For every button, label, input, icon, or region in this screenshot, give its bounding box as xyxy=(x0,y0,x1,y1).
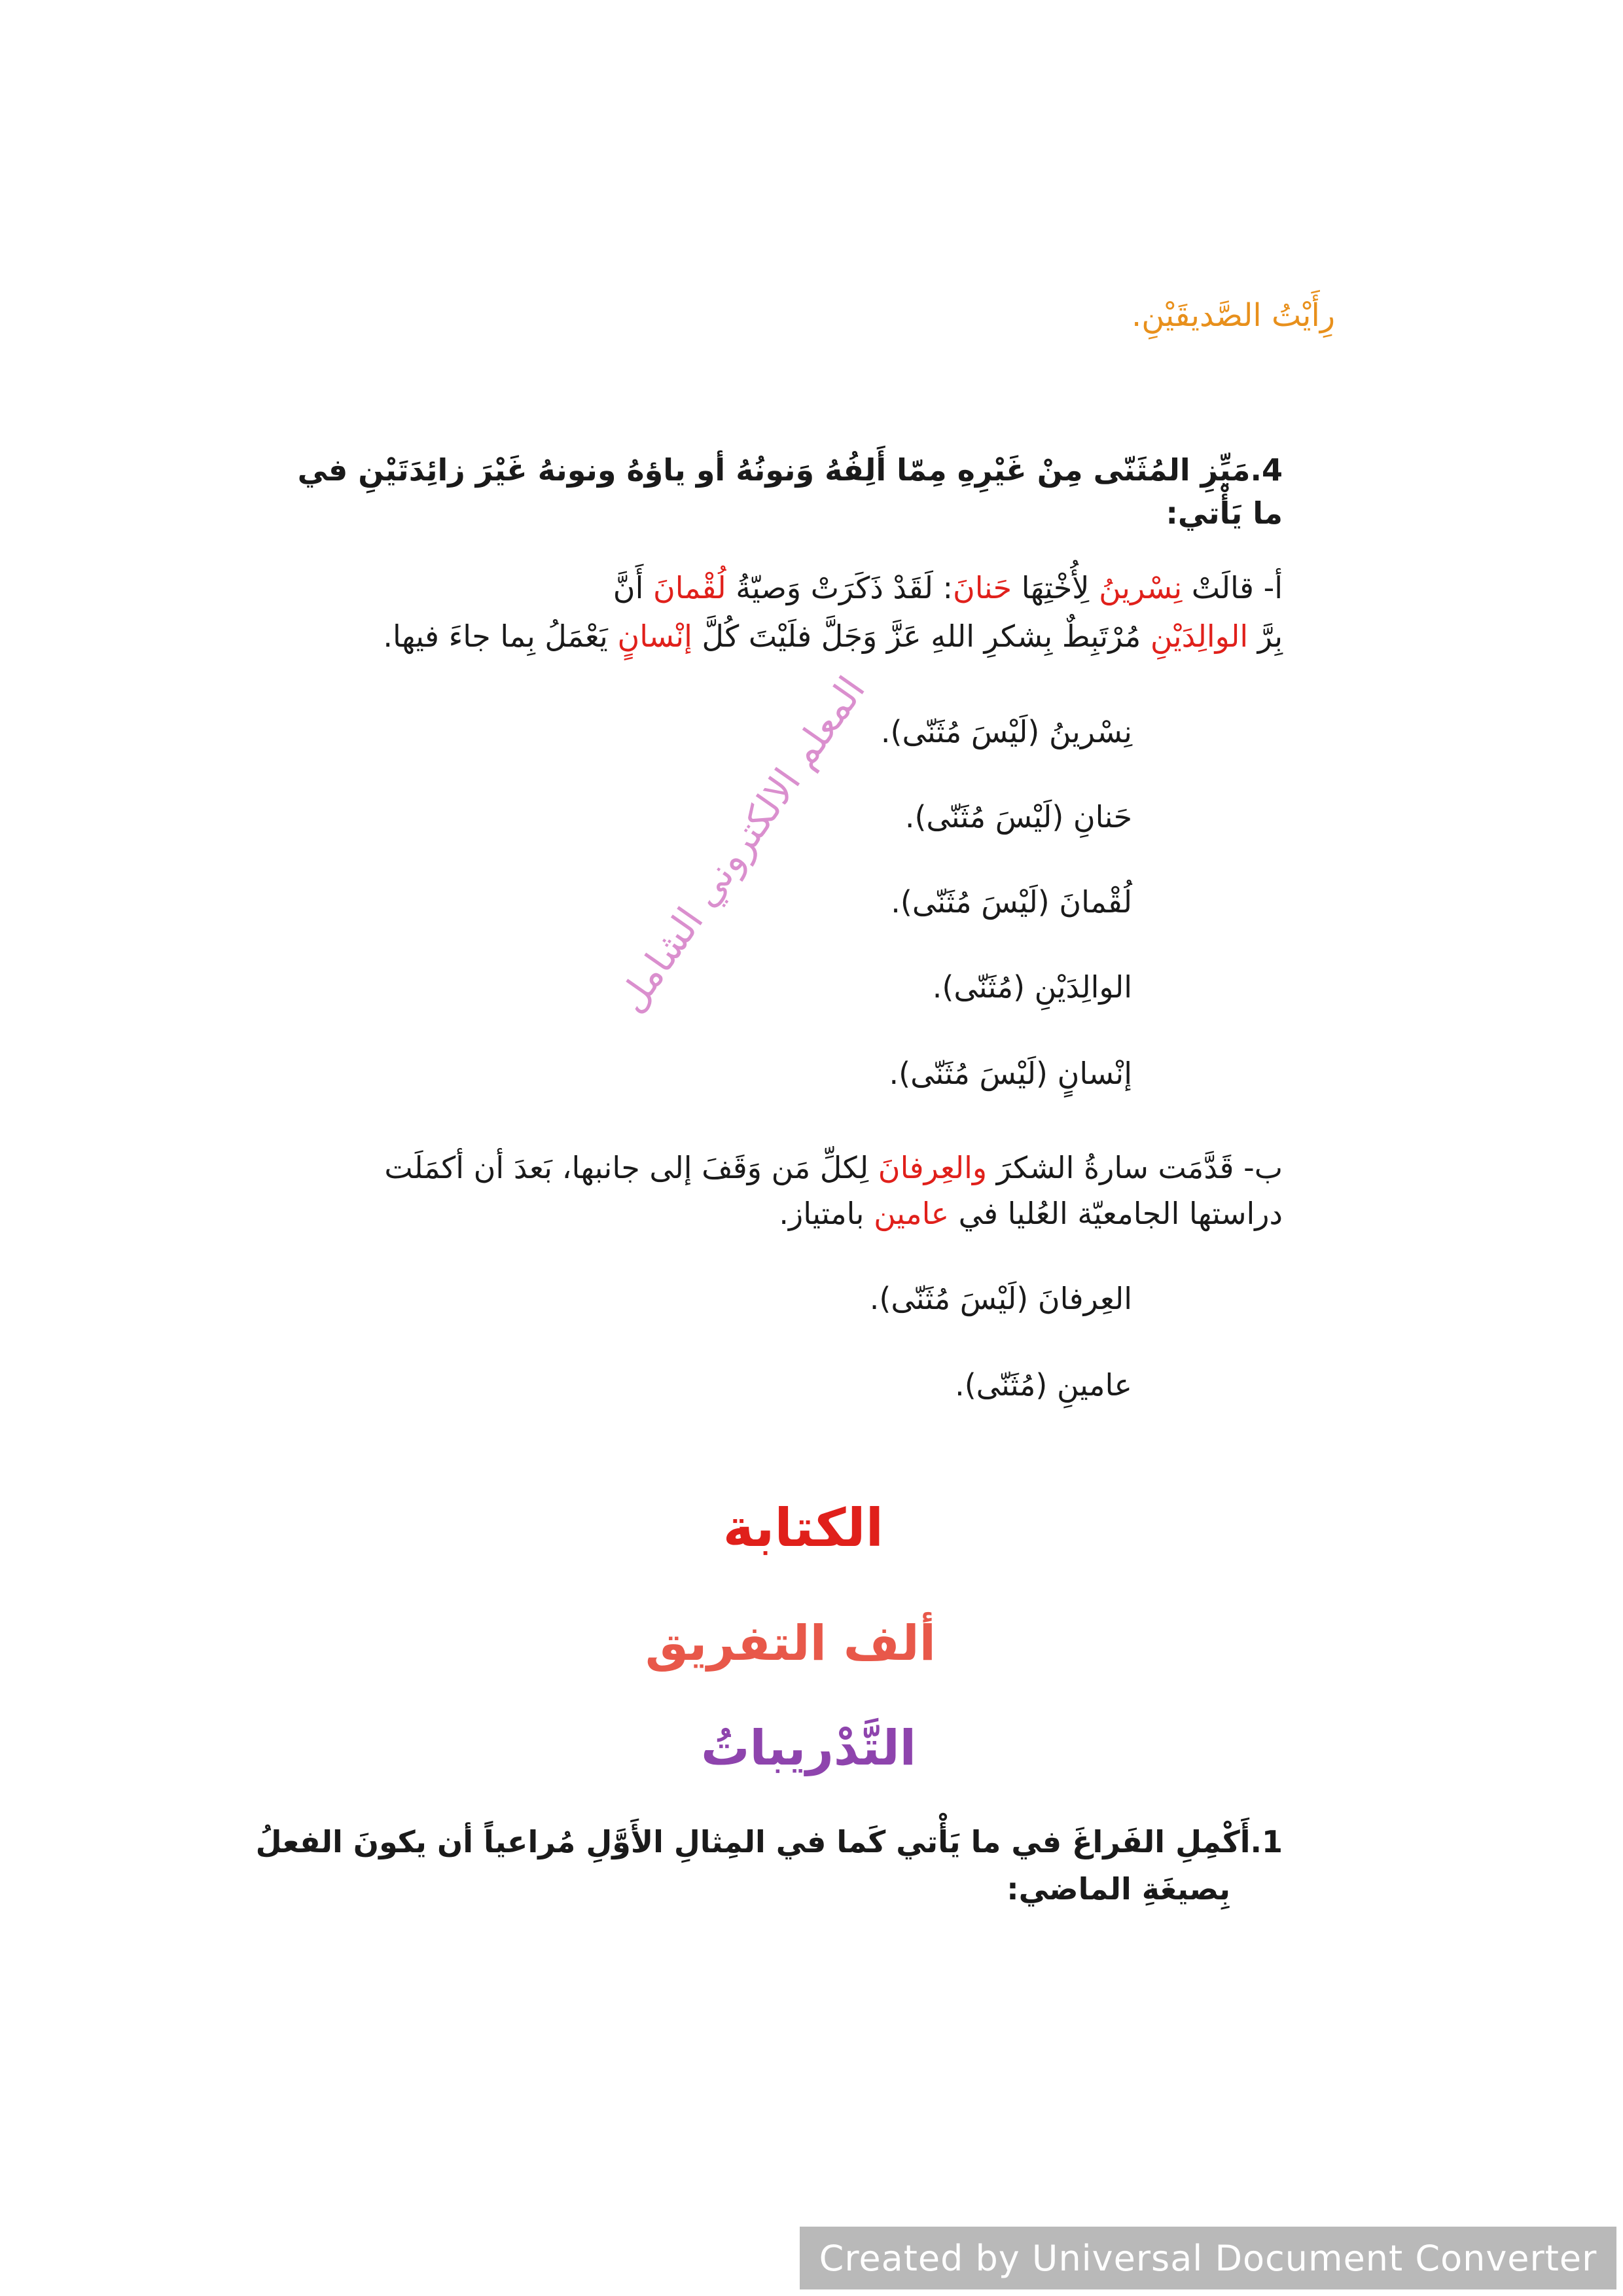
highlight-luqman: لُقْمانَ xyxy=(652,570,726,605)
paragraph-alif-text: أَنَّ xyxy=(613,570,653,605)
answer-irfan: العِرفانَ (لَيْسَ مُثَنّى). xyxy=(869,1281,1132,1316)
paragraph-alif-text: مُرْتَبِطٌ بِشكرِ اللهِ عَزَّ وَجَلَّ فلَيْتَ كُلَّ xyxy=(692,619,1150,654)
paragraph-baa-text: بامتياز. xyxy=(779,1196,874,1231)
answer-insan: إنْسانٍ (لَيْسَ مُثَنّى). xyxy=(889,1056,1132,1091)
heading-tadribat: التَّدْريباتُ xyxy=(701,1720,916,1776)
answer-luqman: لُقْمانَ (لَيْسَ مُثَنّى). xyxy=(891,884,1132,920)
highlight-insan: إنْسانٍ xyxy=(617,619,692,654)
paragraph-baa-prefix: ب- xyxy=(1234,1150,1283,1185)
question-1-line-1 xyxy=(256,1823,1283,1861)
paragraph-baa-text: لِكلِّ مَن وَقَفَ إلى جانبها، بَعدَ أن أكمَلَت xyxy=(384,1150,878,1185)
question-4-line-2: ما يَأْتي: xyxy=(1166,495,1283,531)
paragraph-alif-text: لِأُخْتِهَا xyxy=(1012,570,1099,605)
question-4-number: 4. xyxy=(1250,452,1283,488)
highlight-amayn: عامين xyxy=(874,1196,950,1231)
paragraph-alif-text: بِرَّ xyxy=(1248,619,1283,654)
paragraph-alif-text: يَعْمَلُ بِما جاءَ فيها. xyxy=(383,619,618,654)
paragraph-alif-text: قالَتْ xyxy=(1182,570,1254,605)
question-4-text-1: مَيِّزِ المُثَنّى مِنْ غَيْرِهِ مِمّا أَلِفُهُ وَنونُهُ أو ياؤهُ ونونهُ غَيْرَ زائِدَتَيْنِ في xyxy=(297,452,1251,488)
answer-hanan: حَنانِ (لَيْسَ مُثَنّى). xyxy=(904,799,1132,834)
answer-walidayn: الوالِدَيْنِ (مُثَنّى). xyxy=(932,969,1132,1005)
question-1-text-1: أَكْمِلِ الفَراغَ في ما يَأْتي كَما في المِثالِ الأَوَّلِ مُراعياً أن يكونَ الفعلُ xyxy=(255,1824,1251,1859)
highlight-hanan: حَنانَ xyxy=(952,570,1012,605)
paragraph-baa-text: دراستها الجامعيّة العُليا في xyxy=(949,1196,1283,1231)
heading-alif-tafriq: ألف التفريق xyxy=(645,1615,936,1672)
paragraph-alif-text: : لَقَدْ ذَكَرَتْ وَصيّةُ xyxy=(726,570,953,605)
highlight-walidayn: الوالِدَيْنِ xyxy=(1150,619,1249,654)
question-1-number: 1. xyxy=(1250,1824,1283,1859)
watermark-text: المعلم الالكتروني الشامل xyxy=(609,668,874,1021)
top-example-line: رِأَيْتُ الصَّديقَيْنِ. xyxy=(1132,297,1335,334)
paragraph-alif-line-1 xyxy=(613,569,1283,607)
footer-converter-badge: Created by Universal Document Converter xyxy=(800,2227,1616,2289)
highlight-nisrin: نِسْرينُ xyxy=(1099,570,1183,605)
paragraph-alif-line-2 xyxy=(383,618,1283,656)
question-4-line-1 xyxy=(298,452,1283,490)
question-1-line-2: بِصيغَةِ الماضي: xyxy=(1007,1871,1230,1907)
heading-kitaba: الكتابة xyxy=(722,1498,883,1558)
paragraph-baa-text: قَدَّمَت سارةُ الشكرَ xyxy=(987,1150,1234,1185)
paragraph-baa-line-2 xyxy=(779,1195,1283,1233)
highlight-irfan: والعِرفانَ xyxy=(878,1150,988,1185)
answer-nisrin: نِسْرينُ (لَيْسَ مُثَنّى). xyxy=(880,714,1132,749)
answer-amayn: عامينِ (مُثَنّى). xyxy=(955,1367,1132,1403)
paragraph-alif-prefix: أ- xyxy=(1253,570,1283,605)
paragraph-baa-line-1 xyxy=(384,1149,1283,1187)
